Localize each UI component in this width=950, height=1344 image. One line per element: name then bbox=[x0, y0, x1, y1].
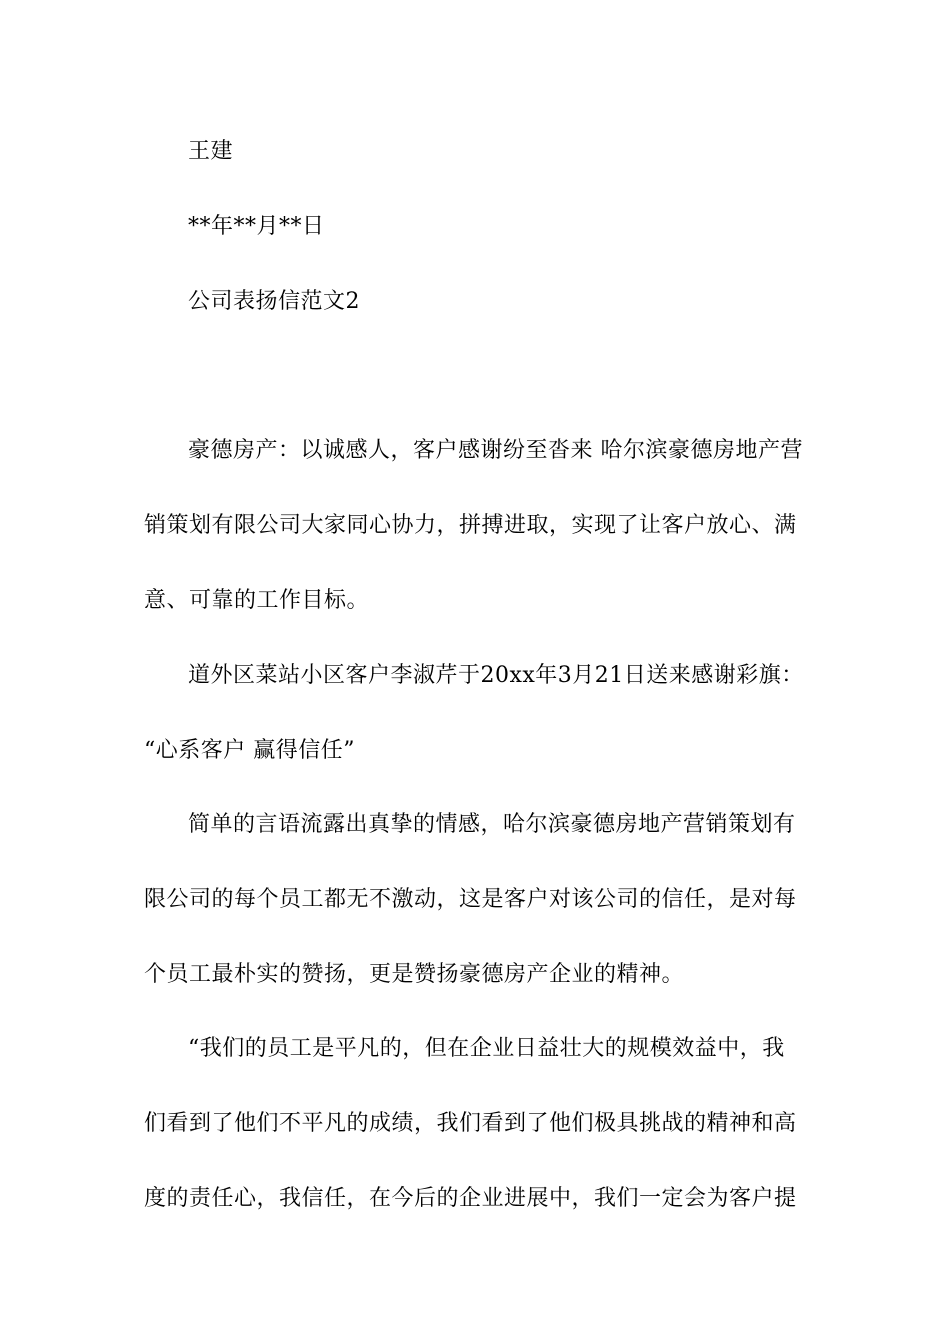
paragraph-line: 销策划有限公司大家同心协力，拼搏进取，实现了让客户放心、满 bbox=[144, 513, 797, 538]
paragraph-line: 度的责任心，我信任，在今后的企业进展中，我们一定会为客户提 bbox=[144, 1186, 797, 1211]
paragraph-line: 们看到了他们不平凡的成绩，我们看到了他们极具挑战的精神和高 bbox=[144, 1111, 797, 1136]
paragraph-line: 意、可靠的工作目标。 bbox=[144, 588, 370, 613]
paragraph-line: “心系客户 赢得信任” bbox=[144, 738, 355, 763]
date: **年**月**日 bbox=[188, 214, 325, 239]
paragraph-line: 豪德房产：以诚感人，客户感谢纷至沓来 哈尔滨豪德房地产营 bbox=[188, 438, 803, 463]
signature: 王建 bbox=[188, 139, 234, 164]
paragraph-line: 道外区菜站小区客户李淑芹于20xx年3月21日送来感谢彩旗： bbox=[188, 663, 804, 688]
paragraph-line: 限公司的每个员工都无不激动，这是客户对该公司的信任，是对每 bbox=[144, 887, 797, 912]
paragraph-line: “我们的员工是平凡的，但在企业日益壮大的规模效益中，我 bbox=[188, 1036, 785, 1061]
document-heading: 公司表扬信范文2 bbox=[188, 289, 360, 314]
paragraph-line: 简单的言语流露出真挚的情感，哈尔滨豪德房地产营销策划有 bbox=[188, 812, 796, 837]
paragraph-line: 个员工最朴实的赞扬，更是赞扬豪德房产企业的精神。 bbox=[144, 962, 685, 987]
